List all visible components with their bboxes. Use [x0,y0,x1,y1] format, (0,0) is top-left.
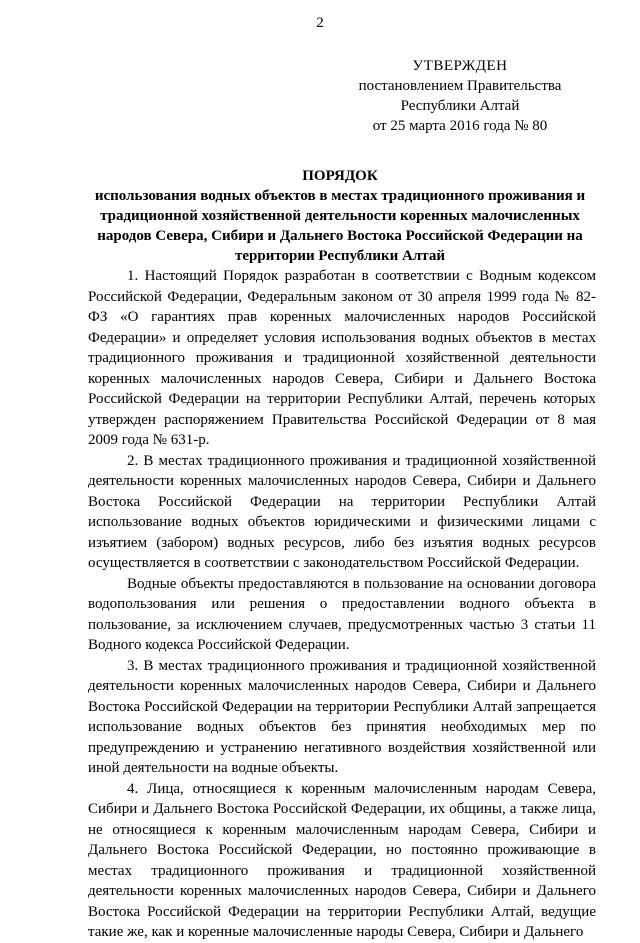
paragraph-1: 1. Настоящий Порядок разработан в соответствии с Водным кодексом Российской Федерации, Федеральным законом от 30 апреля 1999 года № 82-ФЗ «О гарантиях прав коренных малочисленных народов Российской Федерации» и определяет условия использования водных объектов в местах традиционного проживания и традиционной хозяйственной деятельности коренных малочисленных народов Севера, Сибири и Дальнего Востока Российской Федерации на территории Республики Алтай, перечень которых утвержден распоряжением Правительства Российской Федерации от 8 мая 2009 года № 631-р. [88,268,596,448]
approval-resolution: постановлением Правительства [358,78,562,94]
approval-stamp [340,56,580,136]
document-title [80,166,600,266]
title-subtitle: использования водных объектов в местах традиционного проживания и традиционной хозяйственной деятельности коренных малочисленных народов Севера, Сибири и Дальнего Востока Российской Федерации на территории Республики Алтай [94,188,586,264]
paragraph-3: 3. В местах традиционного проживания и традиционной хозяйственной деятельности коренных малочисленных народов Севера, Сибири и Дальнего Востока Российской Федерации на территории Республики Алтай запрещается использование водных объектов без принятия необходимых мер по предупреждению и устранению негативного воздействия хозяйственной или иной деятельности на водные объекты. [88,657,596,776]
title-heading: ПОРЯДОК [302,168,378,184]
paragraph-4: 4. Лица, относящиеся к коренным малочисленным народам Севера, Сибири и Дальнего Востока Российской Федерации, их общины, а также лица, не относящиеся к коренным малочисленным народам Севера, Сибири и Дальнего Востока Российской Федерации, но постоянно проживающие в местах традиционного проживания и традиционной хозяйственной деятельности коренных малочисленных народов Севера, Сибири и Дальнего Востока Российской Федерации на территории Республики Алтай, ведущие такие же, как и коренные малочисленные народы Севера, Сибири и Дальнего [88,780,596,940]
document-body [88,266,596,943]
paragraph-2: 2. В местах традиционного проживания и традиционной хозяйственной деятельности коренных малочисленных народов Севера, Сибири и Дальнего Востока Российской Федерации на территории Республики Алтай использование водных объектов юридическими и физическими лицами с изъятием (забором) водных ресурсов, либо без изъятия водных ресурсов осуществляется в соответствии с законодательством Российской Федерации. [88,452,596,571]
approval-heading: УТВЕРЖДЕН [412,58,508,74]
approval-date: от 25 марта 2016 года № 80 [372,118,548,134]
approval-republic: Республики Алтай [400,98,520,114]
page-number: 2 [316,15,324,31]
paragraph-2-continued: Водные объекты предоставляются в пользование на основании договора водопользования или решения о предоставлении водного объекта в пользование, за исключением случаев, предусмотренных частью 3 статьи 11 Водного кодекса Российской Федерации. [88,575,596,653]
